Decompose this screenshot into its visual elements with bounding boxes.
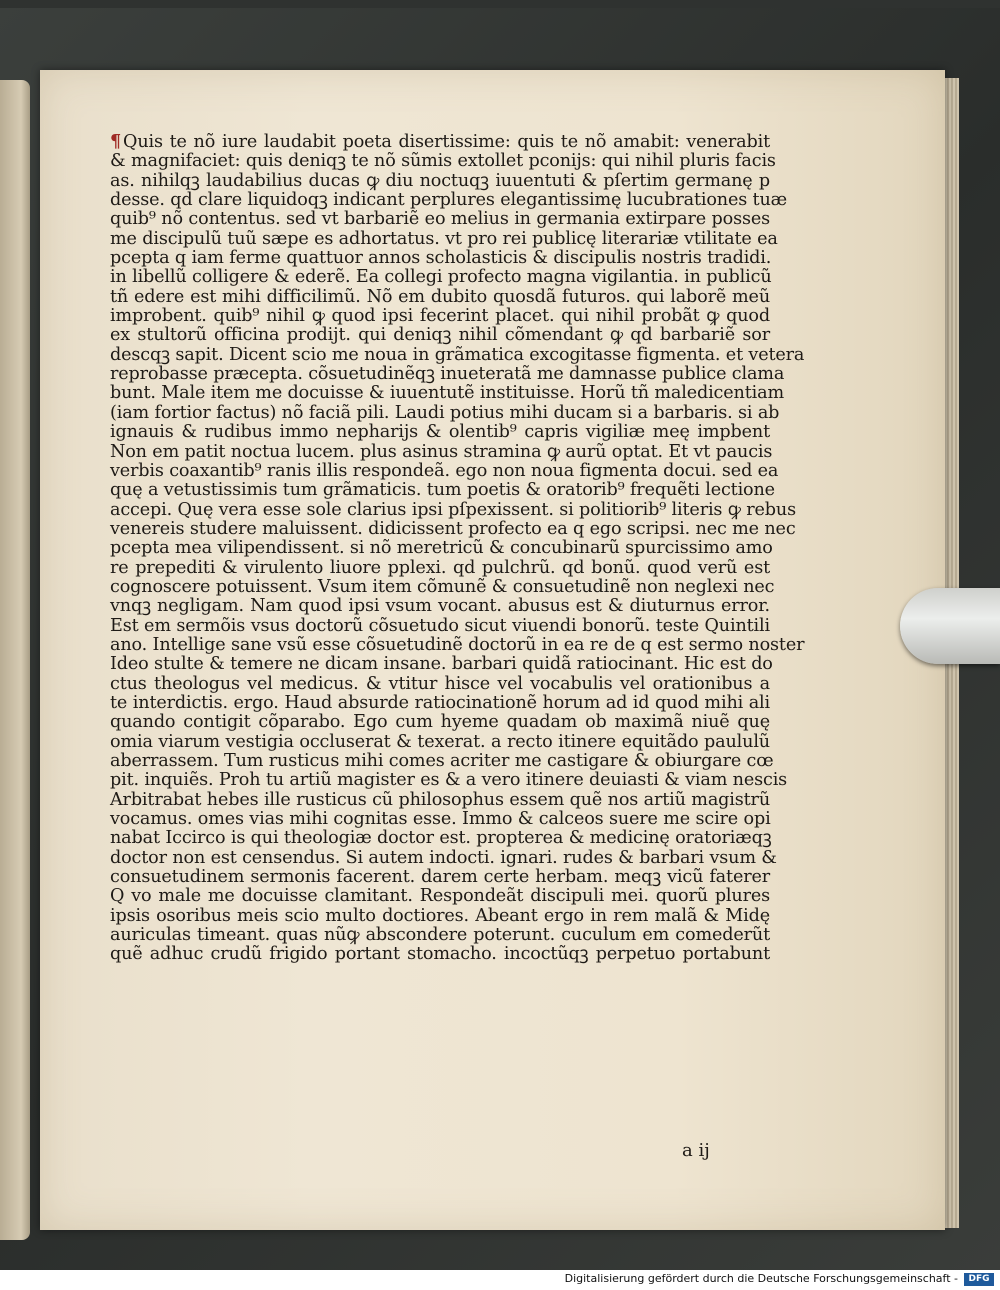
- text-line-content: desse. qd clare liquidoqꝫ indicant perplures elegantissimę lucubrationes tuæ: [110, 190, 788, 211]
- signature-mark: a ij: [682, 1140, 710, 1161]
- text-line: [110, 383, 784, 404]
- text-line-content: descqꝫ sapit. Dicent scio me noua in grãmatica excogitasse figmenta. et vetera: [110, 344, 805, 365]
- text-line: [110, 210, 770, 229]
- text-line-content: ipsis osoribus meis scio multo doctiores. Abeant ergo in rem malã & Midę: [110, 905, 770, 926]
- text-line: [110, 172, 770, 191]
- text-line-content: tñ edere est mihi difficilimũ. Nõ em dubito quosdã futuros. qui laborẽ meũ: [110, 286, 770, 307]
- text-line: [110, 597, 770, 616]
- text-line: [110, 868, 770, 887]
- text-line: [110, 132, 770, 152]
- text-line-content: Non em patit noctua lucem. plus asinus stramina ꝙ aurũ optat. Et vt paucis: [110, 441, 773, 462]
- text-line: [110, 617, 770, 636]
- text-line: [110, 249, 770, 268]
- text-line-content: Arbitrabat hebes ille rusticus cũ philosophus essem quẽ nos artiũ magistrũ: [110, 789, 770, 810]
- text-line-content: (iam fortior factus) nõ faciã pili. Laudi potius mihi ducam si a barbaris. si ab: [110, 402, 780, 423]
- text-line: [110, 751, 774, 771]
- text-line: [110, 713, 770, 732]
- text-line-content: quę a vetustissimis tum grãmaticis. tum poetis & oratorib⁹ frequẽti lectione: [110, 480, 775, 501]
- text-line-content: & magnifaciet: quis deniqꝫ te nõ sũmis extollet pconijs: qui nihil pluris facis: [110, 151, 776, 172]
- text-line: [110, 847, 777, 868]
- text-line-content: bunt. Male item me docuisse & iuuentutẽ instituisse. Horũ tñ maledicentiam: [110, 383, 784, 404]
- previous-page-edge: [0, 80, 30, 1240]
- text-line-content: Quis te nõ iure laudabit poeta disertissime: quis te nõ amabit: venerabit: [123, 132, 770, 152]
- text-line-content: as. nihilqꝫ laudabilius ducas ꝙ diu noctuqꝫ iuuentuti & pſertim germanę p: [110, 170, 770, 191]
- text-line: [110, 441, 773, 462]
- text-line-content: quando contigit cõparabo. Ego cum hyeme quadam ob maximã niuẽ quę: [110, 712, 770, 733]
- text-line: [110, 770, 788, 791]
- text-line-content: doctor non est censendus. Si autem indocti. ignari. rudes & barbari vsum &: [110, 847, 777, 868]
- text-line-content: Est em sermõis vsus doctorũ cõsuetudo sicut viuendi bonorũ. teste Quintili: [110, 615, 770, 636]
- text-line-content: vocamus. omes vias mihi cognitas esse. Immo & calceos suere me scire opi: [110, 809, 771, 830]
- text-line: [110, 926, 770, 945]
- text-line-content: reprobasse præcepta. cõsuetudinẽqꝫ inueteratã me damnasse publice clama: [110, 364, 785, 385]
- text-line: [110, 288, 770, 307]
- text-line-content: pcepta q iam ferme quattuor annos scholasticis & discipulis nostris tradidi.: [110, 248, 772, 269]
- text-line: [110, 518, 796, 539]
- text-line-content: ignauis & rudibus immo nepharijs & olentib⁹ capris vigiliæ meę impbent: [110, 422, 770, 443]
- text-line-content: cognoscere potuissent. Vsum item cõmunẽ & consuetudinẽ non neglexi nec: [110, 576, 775, 597]
- text-line-content: improbent. quib⁹ nihil ꝙ quod ipsi fecerint placet. qui nihil probãt ꝙ quod: [110, 306, 770, 327]
- text-line: [110, 364, 785, 385]
- text-line: [110, 268, 770, 287]
- text-line: [110, 694, 770, 713]
- page-text: [110, 131, 805, 965]
- text-line: [110, 423, 770, 442]
- text-line-content: pcepta mea vilipendissent. si nõ meretricũ & concubinarũ spurcissimo amo: [110, 538, 773, 559]
- footer-bar: [0, 1270, 1000, 1290]
- text-line: [110, 733, 770, 752]
- text-line: [110, 634, 805, 655]
- text-line: [110, 791, 770, 810]
- text-line: [110, 228, 778, 249]
- text-line: [110, 402, 780, 423]
- text-line-content: auriculas timeant. quas nũꝙ abscondere poterunt. cuculum em comederũt: [110, 925, 770, 946]
- text-line-content: accepi. Quę vera esse sole clarius ipsi pſpexissent. si politiorib⁹ literis ꝙ rebus: [110, 499, 796, 520]
- text-line-content: vnqꝫ negligam. Nam quod ipsi vsum vocant. abusus est & diuturnus error.: [110, 596, 770, 617]
- text-line: [110, 326, 770, 345]
- text-line-content: me discipulũ tuũ sæpe es adhortatus. vt pro rei publicę literariæ vtilitate ea: [110, 228, 778, 249]
- text-line-content: in libellũ colligere & ederẽ. Ea collegi profecto magna vigilantia. in publicũ: [110, 267, 772, 288]
- text-line: [110, 307, 770, 326]
- footer-credit: Digitalisierung gefördert durch die Deutsche Forschungsgemeinschaft -: [564, 1272, 958, 1285]
- text-line-content: quẽ adhuc crudũ frigido portant stomacho. incoctũqꝫ perpetuo portabunt: [110, 944, 770, 965]
- text-line-content: quib⁹ nõ contentus. sed vt barbariẽ eo melius in germania extirpare posses: [110, 209, 770, 230]
- text-line-content: pit. inquiẽs. Proh tu artiũ magister es & a vero itinere deuiasti & viam nescis: [110, 770, 788, 791]
- pilcrow-icon: ¶: [110, 131, 122, 152]
- text-line-content: ex stultorũ officina prodijt. qui deniqꝫ nihil cõmendant ꝙ qd barbariẽ sor: [110, 325, 770, 346]
- text-line-content: Ideo stulte & temere ne dicam insane. barbari quidã ratiocinant. Hic est do: [110, 654, 773, 675]
- text-line: [110, 499, 796, 520]
- text-line: [110, 907, 770, 926]
- text-line-content: Q vo male me docuisse clamitant. Respondeãt discipuli mei. quorũ plures: [110, 886, 770, 907]
- text-line: [110, 151, 776, 172]
- text-line-content: omia viarum vestigia occluserat & texerat. a recto itinere equitãdo paululũ: [110, 731, 770, 752]
- text-line: [110, 654, 773, 675]
- text-line: [110, 344, 805, 365]
- text-line: [110, 576, 775, 597]
- text-line: [110, 945, 770, 964]
- clasp-clip: [900, 588, 1000, 664]
- text-line-content: verbis coaxantib⁹ ranis illis respondeã. ego non noua figmenta docui. sed ea: [110, 460, 779, 481]
- text-line: [110, 538, 773, 559]
- text-line: [110, 480, 775, 501]
- text-line: [110, 829, 770, 848]
- text-line-content: nabat Iccirco is qui theologiæ doctor est. propterea & medicinę oratoriæqꝫ: [110, 828, 772, 849]
- text-line-content: consuetudinem sermonis facerent. darem certe herbam. meqꝫ vicũ faterer: [110, 867, 770, 888]
- text-line: [110, 887, 770, 906]
- text-line: [110, 810, 770, 829]
- dfg-logo: DFG: [964, 1273, 994, 1286]
- text-line-content: aberrassem. Tum rusticus mihi comes acriter me castigare & obiurgare cœ: [110, 751, 774, 771]
- text-line: [110, 190, 788, 211]
- text-line-content: venereis studere maluissent. didicissent profecto ea q ego scripsi. nec me nec: [110, 518, 796, 539]
- text-line-content: ano. Intellige sane vsũ esse cõsuetudinẽ doctorũ in ea re de q est sermo noster: [110, 634, 805, 655]
- text-line-content: te interdictis. ergo. Haud absurde ratiocinationẽ horum ad id quod mihi ali: [110, 692, 770, 713]
- text-line: [110, 559, 770, 578]
- text-line-content: re prepediti & virulento liuore pplexi. qd pulchrũ. qd bonũ. quod verũ est: [110, 557, 770, 578]
- text-line-content: ctus theologus vel medicus. & vtitur hisce vel vocabulis vel orationibus a: [110, 673, 770, 694]
- text-line: [110, 675, 770, 694]
- text-line: [110, 460, 779, 481]
